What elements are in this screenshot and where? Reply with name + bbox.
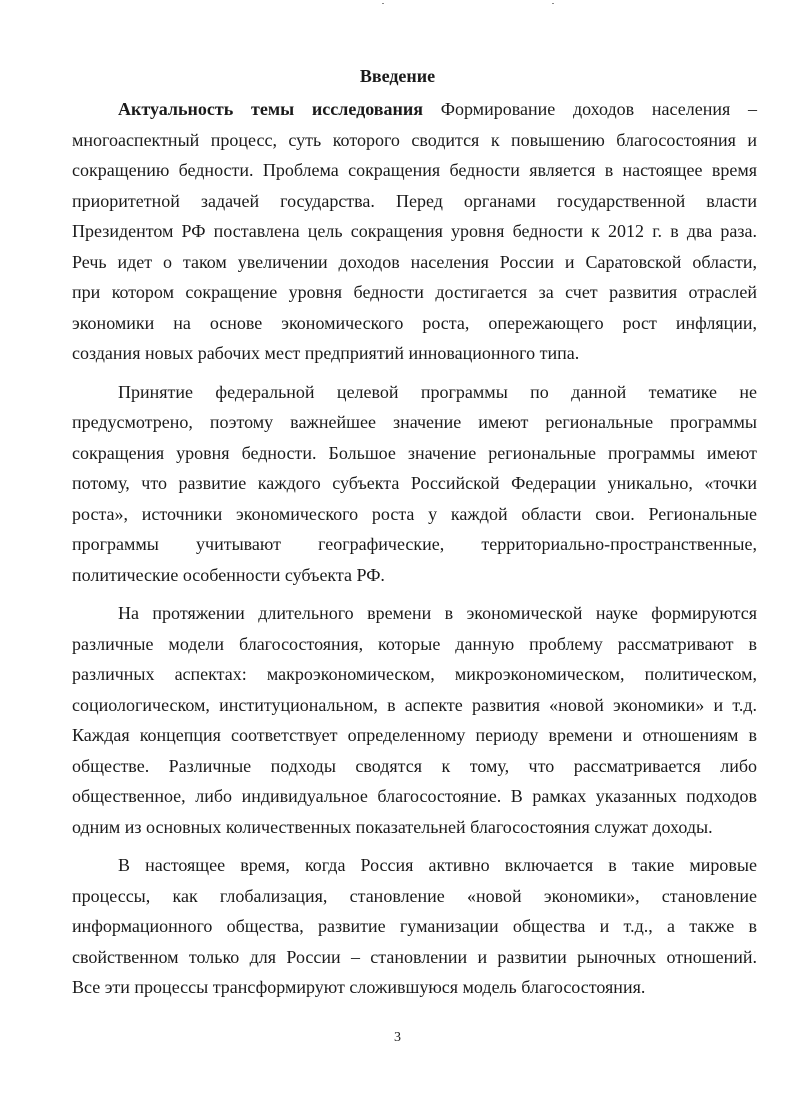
text-line-content: политические особенности субъекта РФ.	[72, 564, 385, 585]
text-line-content: сокращения уровня бедности. Большое значение региональные программы имеют	[72, 442, 757, 463]
text-line-content: На протяжении длительного времени в экономической науке формируются	[118, 603, 757, 623]
text-line-content: социологическом, институциональном, в аспекте развития «новой экономики» и т.д.	[72, 694, 757, 715]
section-title: Введение	[359, 66, 436, 86]
text-line	[72, 598, 757, 629]
text-line-content: при котором сокращение уровня бедности достигается за счет развития отраслей	[72, 282, 757, 302]
text-line	[72, 781, 757, 812]
text-line	[72, 529, 757, 560]
text-line-content	[118, 94, 757, 125]
document-body	[72, 94, 757, 1003]
text-line-content: свойственном только для России – становлении и развитии рыночных отношений.	[72, 946, 757, 967]
text-line-content: предусмотрено, поэтому важнейшее значение имеют региональные программы	[72, 412, 757, 432]
text-line	[72, 942, 757, 973]
text-line-content: сокращению бедности. Проблема сокращения бедности является в настоящее время	[72, 160, 757, 180]
text-line	[72, 751, 757, 782]
text-line-content: приоритетной задачей государства. Перед органами государственной власти	[72, 190, 757, 211]
text-line	[72, 438, 757, 469]
text-line	[72, 812, 757, 843]
text-line	[72, 468, 757, 499]
text-line-content: Каждая концепция соответствует определенному периоду времени и отношениям в	[72, 725, 757, 745]
text-line	[72, 277, 757, 308]
text-line	[72, 629, 757, 660]
text-line	[72, 690, 757, 721]
text-line-content: создания новых рабочих мест предприятий инновационного типа.	[72, 343, 580, 363]
text-line-content: Принятие федеральной целевой программы по данной тематике не	[118, 381, 757, 402]
text-line	[72, 407, 757, 438]
text-line-content: Все эти процессы трансформируют сложившуюся модель благосостояния.	[72, 977, 646, 997]
text-line-content: общественное, либо индивидуальное благосостояние. В рамках указанных подходов	[72, 786, 757, 806]
scan-speck	[552, 3, 554, 4]
text-line	[72, 881, 757, 912]
text-line	[72, 972, 757, 1003]
text-line-content: информационного общества, развитие гуманизации общества и т.д., а также в	[72, 916, 757, 936]
text-line	[72, 186, 757, 217]
text-line-content: различных аспектах: макроэкономическом, микроэкономическом, политическом,	[72, 664, 757, 684]
text-line-content: многоаспектный процесс, суть которого сводится к повышению благосостояния и	[72, 129, 757, 150]
text-line	[72, 94, 757, 125]
text-line	[72, 720, 757, 751]
paragraph-welfare-models	[72, 598, 757, 842]
text-line-content: Речь идет о таком увеличении доходов населения России и Саратовской области,	[72, 251, 757, 272]
text-line-content: потому, что развитие каждого субъекта Российской Федерации уникально, «точки	[72, 473, 757, 493]
text-line	[72, 216, 757, 247]
page-number: 3	[394, 1030, 401, 1045]
text-line-content: одним из основных количественных показательней благосостояния служат доходы.	[72, 816, 713, 837]
text-line	[72, 659, 757, 690]
text-line	[72, 247, 757, 278]
text-line-content: процессы, как глобализация, становление «новой экономики», становление	[72, 885, 757, 906]
paragraph-russia-processes	[72, 850, 757, 1003]
text-run: Формирование доходов населения –	[422, 99, 757, 119]
text-line-content: Президентом РФ поставлена цель сокращения уровня бедности к 2012 г. в два раза.	[72, 221, 757, 241]
text-line-content: различные модели благосостояния, которые данную проблему рассматривают в	[72, 633, 757, 654]
text-line	[72, 125, 757, 156]
text-line	[72, 499, 757, 530]
text-line	[72, 308, 757, 339]
text-line	[72, 377, 757, 408]
text-line-content: В настоящее время, когда Россия активно включается в такие мировые	[118, 855, 757, 875]
text-line	[72, 560, 757, 591]
scan-speck	[382, 3, 384, 4]
lead-bold-text: Актуальность темы исследования	[118, 99, 423, 119]
text-line	[72, 911, 757, 942]
text-line-content: роста», источники экономического роста у каждой области свои. Региональные	[72, 503, 757, 524]
text-line	[72, 338, 757, 369]
text-line-content: экономики на основе экономического роста, опережающего рост инфляции,	[72, 312, 757, 333]
text-line-content: программы учитывают географические, территориально-пространственные,	[72, 534, 757, 554]
text-line-content: обществе. Различные подходы сводятся к тому, что рассматривается либо	[72, 755, 757, 776]
paragraph-regional-programs	[72, 377, 757, 591]
text-line	[72, 850, 757, 881]
text-line	[72, 155, 757, 186]
paragraph-relevance	[72, 94, 757, 369]
